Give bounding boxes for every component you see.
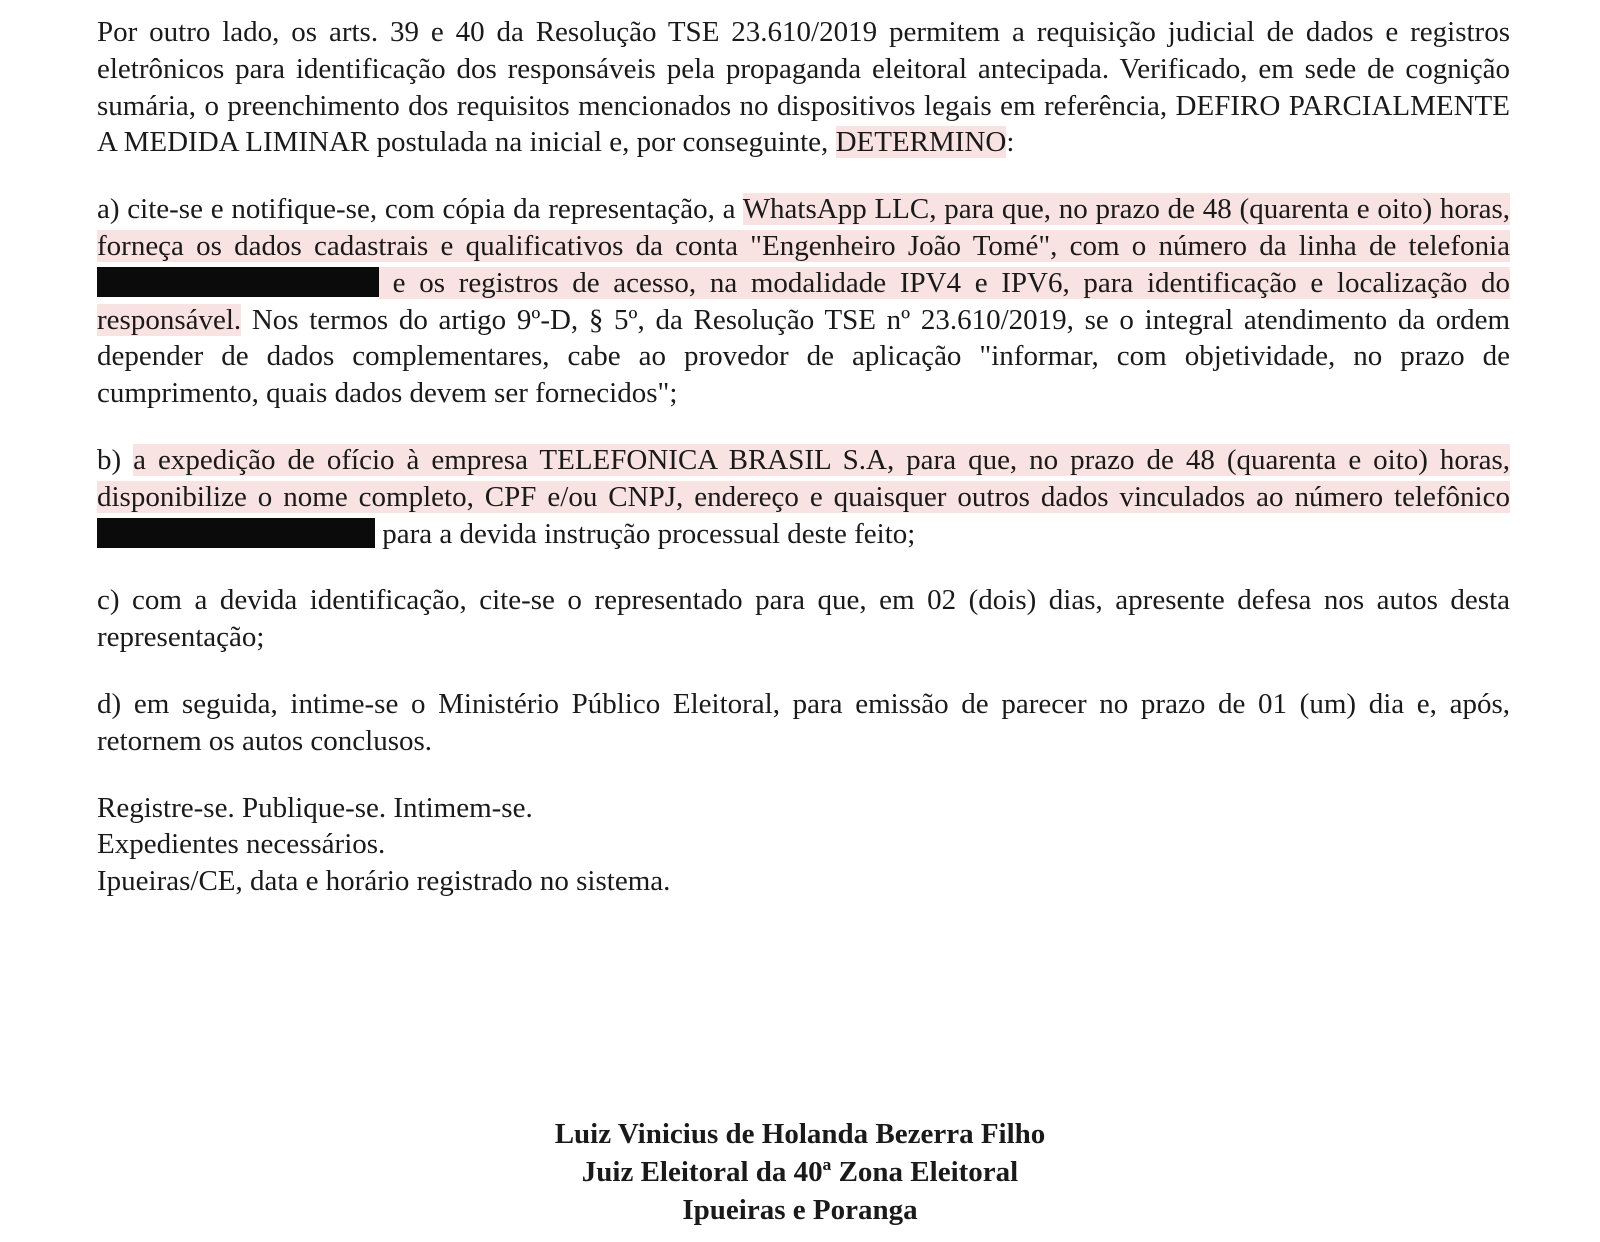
redacted-phone-number-2	[97, 518, 375, 548]
intro-text: Por outro lado, os arts. 39 e 40 da Resolução TSE 23.610/2019 permitem a requisição judicial de dados e registros eletrônicos para identificação dos responsáveis pela propaganda eleitoral antecipada. Verificado, em sede de cognição sumária, o preenchimento dos requisitos mencionados no dispositivos legais em referência, DEFIRO PARCIALMENTE A MEDIDA LIMINAR postulada na inicial e, por conseguinte,	[97, 16, 1510, 159]
redacted-phone-number-1	[97, 267, 379, 297]
intro-colon: :	[1006, 126, 1015, 159]
closing-block	[97, 790, 1510, 900]
item-c-paragraph: c) com a devida identificação, cite-se o representado para que, em 02 (dois) dias, apresente defesa nos autos desta representação;	[97, 584, 1510, 654]
item-a-paragraph	[97, 191, 1510, 412]
determino-highlight: DETERMINO	[835, 126, 1007, 159]
signature-block	[0, 1115, 1600, 1229]
closing-line-3: Ipueiras/CE, data e horário registrado no sistema.	[97, 865, 671, 898]
closing-line-1: Registre-se. Publique-se. Intimem-se.	[97, 791, 533, 824]
document-body	[97, 14, 1510, 900]
item-b-paragraph	[97, 442, 1510, 552]
item-b-rest: para a devida instrução processual deste feito;	[375, 517, 916, 550]
item-a-highlight-2: e os registros de acesso, na modalidade IPV4 e IPV6, para identificação e localização do responsável.	[97, 266, 1510, 336]
item-a-highlight-1: WhatsApp LLC, para que, no prazo de 48 (quarenta e oito) horas, forneça os dados cadastrais e qualificativos da conta "Engenheiro João Tomé", com o número da linha de telefonia	[97, 193, 1510, 262]
item-b-lead: b)	[97, 443, 134, 476]
intro-paragraph	[97, 14, 1510, 161]
item-a-rest: Nos termos do artigo 9º-D, § 5º, da Resolução TSE nº 23.610/2019, se o integral atendimento da ordem depender de dados complementares, cabe ao provedor de aplicação "informar, com objetividade, no prazo de cumprimento, quais dados devem ser fornecidos";	[97, 303, 1510, 410]
signer-location: Ipueiras e Poranga	[682, 1194, 918, 1226]
signer-name: Luiz Vinicius de Holanda Bezerra Filho	[554, 1118, 1046, 1150]
signer-role: Juiz Eleitoral da 40ª Zona Eleitoral	[581, 1156, 1019, 1188]
item-d-paragraph: d) em seguida, intime-se o Ministério Público Eleitoral, para emissão de parecer no prazo de 01 (um) dia e, após, retornem os autos conclusos.	[97, 687, 1510, 757]
item-a-lead: a) cite-se e notifique-se, com cópia da representação, a	[97, 193, 743, 226]
item-b-highlight: a expedição de ofício à empresa TELEFONICA BRASIL S.A, para que, no prazo de 48 (quarenta e oito) horas, disponibilize o nome completo, CPF e/ou CNPJ, endereço e quaisquer outros dados vinculados ao número telefônico	[97, 443, 1510, 513]
closing-line-2: Expedientes necessários.	[97, 828, 386, 861]
